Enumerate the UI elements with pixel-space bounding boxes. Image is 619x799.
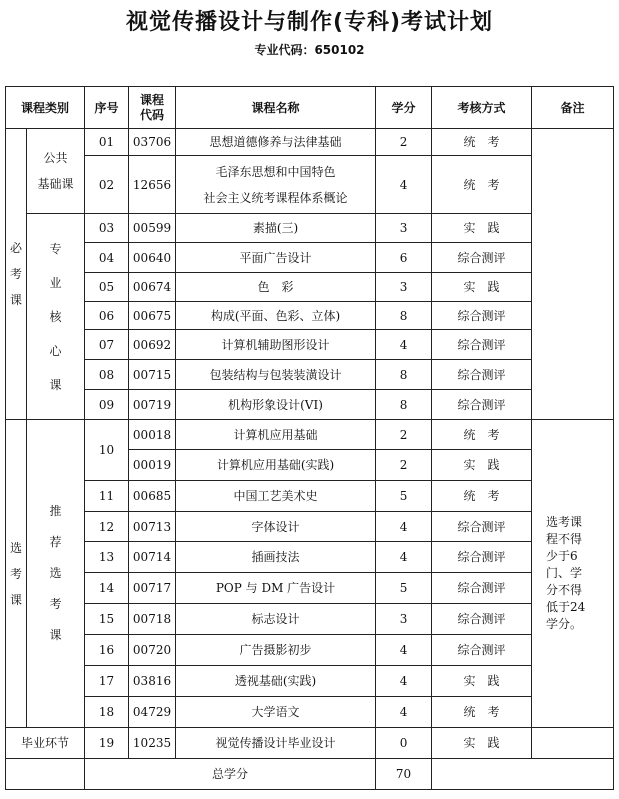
table-row (6, 214, 614, 243)
cell-seq: 08 (85, 360, 129, 390)
group-recommended-char: 选 (49, 566, 62, 580)
remark-line: 分不得 (546, 583, 583, 597)
cell-code: 00018 (129, 420, 176, 450)
cell-exam: 综合测评 (432, 573, 532, 604)
cell-name: POP 与 DM 广告设计 (176, 573, 376, 604)
cell-seq: 13 (85, 542, 129, 573)
group-core (27, 214, 85, 420)
cell-credit: 2 (376, 450, 432, 481)
cell-seq: 17 (85, 666, 129, 697)
cell-code: 00674 (129, 273, 176, 302)
cell-name: 透视基础(实践) (176, 666, 376, 697)
table-row (6, 156, 614, 214)
header-code (129, 87, 176, 129)
cell-name-line: 社会主义统考课程体系概论 (203, 190, 348, 205)
cell-credit: 4 (376, 635, 432, 666)
cell-seq: 02 (85, 156, 129, 214)
cell-exam: 统 考 (432, 129, 532, 156)
cell-code: 00718 (129, 604, 176, 635)
cell-credit: 4 (376, 156, 432, 214)
table-row (6, 604, 614, 635)
cell-code: 00720 (129, 635, 176, 666)
group-recommended-char: 推 (49, 504, 62, 518)
cell-code: 00685 (129, 481, 176, 512)
group-elective-char: 考 (9, 566, 22, 581)
cell-name: 平面广告设计 (176, 243, 376, 273)
total-credit: 70 (376, 759, 432, 790)
total-label: 总学分 (85, 759, 376, 790)
cell-remark-graduation (532, 728, 614, 759)
group-elective (6, 420, 27, 728)
cell-exam: 综合测评 (432, 330, 532, 360)
header-name: 课程名称 (176, 87, 376, 129)
cell-name: 思想道德修养与法律基础 (176, 129, 376, 156)
table-row (6, 573, 614, 604)
header-code-line2: 代码 (140, 107, 165, 122)
group-core-char: 核 (49, 309, 62, 324)
group-recommended-char: 荐 (49, 535, 62, 549)
cell-exam: 统 考 (432, 481, 532, 512)
table-row (6, 330, 614, 360)
cell-name: 大学语文 (176, 697, 376, 728)
cell-seq: 01 (85, 129, 129, 156)
cell-credit: 4 (376, 512, 432, 542)
cell-seq: 05 (85, 273, 129, 302)
major-code: 专业代码：650102 (254, 43, 365, 57)
cell-exam: 实 践 (432, 728, 532, 759)
cell-seq: 10 (85, 420, 129, 481)
table-row (6, 635, 614, 666)
cell-name: 计算机应用基础(实践) (176, 450, 376, 481)
table-row (6, 390, 614, 420)
cell-seq: 18 (85, 697, 129, 728)
table-row (6, 129, 614, 156)
cell-exam: 综合测评 (432, 542, 532, 573)
group-core-char: 专 (49, 241, 62, 256)
cell-exam: 统 考 (432, 697, 532, 728)
cell-credit: 4 (376, 330, 432, 360)
cell-exam: 综合测评 (432, 302, 532, 330)
cell-credit: 8 (376, 360, 432, 390)
group-required (6, 129, 27, 420)
cell-remark-required (532, 129, 614, 420)
cell-credit: 5 (376, 481, 432, 512)
cell-exam: 综合测评 (432, 604, 532, 635)
remark-note (532, 514, 613, 633)
cell-code: 00713 (129, 512, 176, 542)
cell-code: 00640 (129, 243, 176, 273)
cell-credit: 3 (376, 214, 432, 243)
group-public-line: 基础课 (37, 177, 74, 191)
group-elective-char: 课 (9, 592, 22, 607)
cell-seq: 07 (85, 330, 129, 360)
remark-line: 学分。 (546, 617, 583, 631)
cell-name: 包装结构与包装装潢设计 (176, 360, 376, 390)
table-row (6, 697, 614, 728)
total-blank-right (432, 759, 614, 790)
cell-name: 素描(三) (176, 214, 376, 243)
cell-credit: 0 (376, 728, 432, 759)
table-row (6, 243, 614, 273)
cell-code: 10235 (129, 728, 176, 759)
cell-name: 计算机辅助图形设计 (176, 330, 376, 360)
cell-name: 计算机应用基础 (176, 420, 376, 450)
group-required-char: 考 (9, 267, 22, 281)
header-code-line1: 课程 (140, 92, 165, 107)
group-core-char: 心 (49, 343, 62, 358)
cell-seq: 09 (85, 390, 129, 420)
cell-credit: 2 (376, 129, 432, 156)
remark-line: 程不得 (546, 532, 583, 546)
cell-code: 00675 (129, 302, 176, 330)
cell-code: 00714 (129, 542, 176, 573)
table-row (6, 360, 614, 390)
cell-seq: 14 (85, 573, 129, 604)
group-required-char: 必 (9, 241, 22, 255)
cell-credit: 3 (376, 604, 432, 635)
cell-seq: 03 (85, 214, 129, 243)
cell-exam: 综合测评 (432, 390, 532, 420)
group-recommended-char: 考 (49, 597, 62, 611)
cell-code: 00692 (129, 330, 176, 360)
cell-credit: 8 (376, 302, 432, 330)
cell-code: 00019 (129, 450, 176, 481)
group-required-char: 课 (9, 293, 22, 307)
cell-seq: 16 (85, 635, 129, 666)
cell-credit: 6 (376, 243, 432, 273)
header-seq: 序号 (85, 87, 129, 129)
group-core-char: 业 (49, 275, 62, 290)
cell-exam: 实 践 (432, 666, 532, 697)
total-blank (6, 759, 85, 790)
page-title: 视觉传播设计与制作(专科)考试计划 (125, 10, 494, 35)
cell-exam: 综合测评 (432, 360, 532, 390)
remark-line: 低于24 (546, 600, 586, 614)
cell-credit: 4 (376, 697, 432, 728)
table-row (6, 512, 614, 542)
cell-code: 03816 (129, 666, 176, 697)
cell-exam: 统 考 (432, 420, 532, 450)
cell-name: 视觉传播设计毕业设计 (176, 728, 376, 759)
cell-code: 12656 (129, 156, 176, 214)
cell-name: 字体设计 (176, 512, 376, 542)
cell-exam: 综合测评 (432, 243, 532, 273)
cell-credit: 4 (376, 666, 432, 697)
group-graduation: 毕业环节 (6, 728, 85, 759)
remark-line: 门、学 (546, 566, 583, 580)
cell-name: 中国工艺美术史 (176, 481, 376, 512)
cell-remark-elective (532, 420, 614, 728)
group-core-char: 课 (49, 377, 62, 392)
header-remark: 备注 (532, 87, 614, 129)
cell-exam: 实 践 (432, 450, 532, 481)
group-recommended (27, 420, 85, 728)
cell-exam: 综合测评 (432, 512, 532, 542)
header-category: 课程类别 (6, 87, 85, 129)
cell-name: 插画技法 (176, 542, 376, 573)
group-public-line: 公共 (43, 151, 68, 165)
cell-code: 04729 (129, 697, 176, 728)
cell-name (176, 156, 376, 214)
table-row (6, 420, 614, 450)
header-credit: 学分 (376, 87, 432, 129)
cell-exam: 实 践 (432, 214, 532, 243)
exam-plan-table (5, 86, 614, 790)
cell-seq: 11 (85, 481, 129, 512)
table-row (6, 273, 614, 302)
cell-code: 00599 (129, 214, 176, 243)
total-row (6, 759, 614, 790)
table-row (6, 728, 614, 759)
table-row (6, 542, 614, 573)
cell-exam: 统 考 (432, 156, 532, 214)
cell-code: 03706 (129, 129, 176, 156)
table-header-row (6, 87, 614, 129)
cell-name: 机构形象设计(VI) (176, 390, 376, 420)
cell-credit: 3 (376, 273, 432, 302)
cell-credit: 8 (376, 390, 432, 420)
cell-exam: 实 践 (432, 273, 532, 302)
table-row (6, 302, 614, 330)
cell-credit: 2 (376, 420, 432, 450)
cell-name: 色 彩 (176, 273, 376, 302)
header-exam: 考核方式 (432, 87, 532, 129)
remark-line: 选考课 (546, 515, 583, 529)
cell-seq: 12 (85, 512, 129, 542)
group-elective-char: 选 (9, 540, 22, 555)
group-recommended-char: 课 (49, 628, 62, 642)
cell-seq: 19 (85, 728, 129, 759)
cell-name-line: 毛泽东思想和中国特色 (215, 164, 336, 179)
cell-name: 广告摄影初步 (176, 635, 376, 666)
cell-name: 标志设计 (176, 604, 376, 635)
cell-name: 构成(平面、色彩、立体) (176, 302, 376, 330)
remark-line: 少于6 (546, 549, 578, 563)
cell-seq: 06 (85, 302, 129, 330)
cell-credit: 4 (376, 542, 432, 573)
cell-credit: 5 (376, 573, 432, 604)
cell-code: 00717 (129, 573, 176, 604)
cell-code: 00715 (129, 360, 176, 390)
cell-code: 00719 (129, 390, 176, 420)
cell-seq: 15 (85, 604, 129, 635)
group-public (27, 129, 85, 214)
cell-exam: 综合测评 (432, 635, 532, 666)
table-row (6, 481, 614, 512)
table-row (6, 666, 614, 697)
cell-seq: 04 (85, 243, 129, 273)
